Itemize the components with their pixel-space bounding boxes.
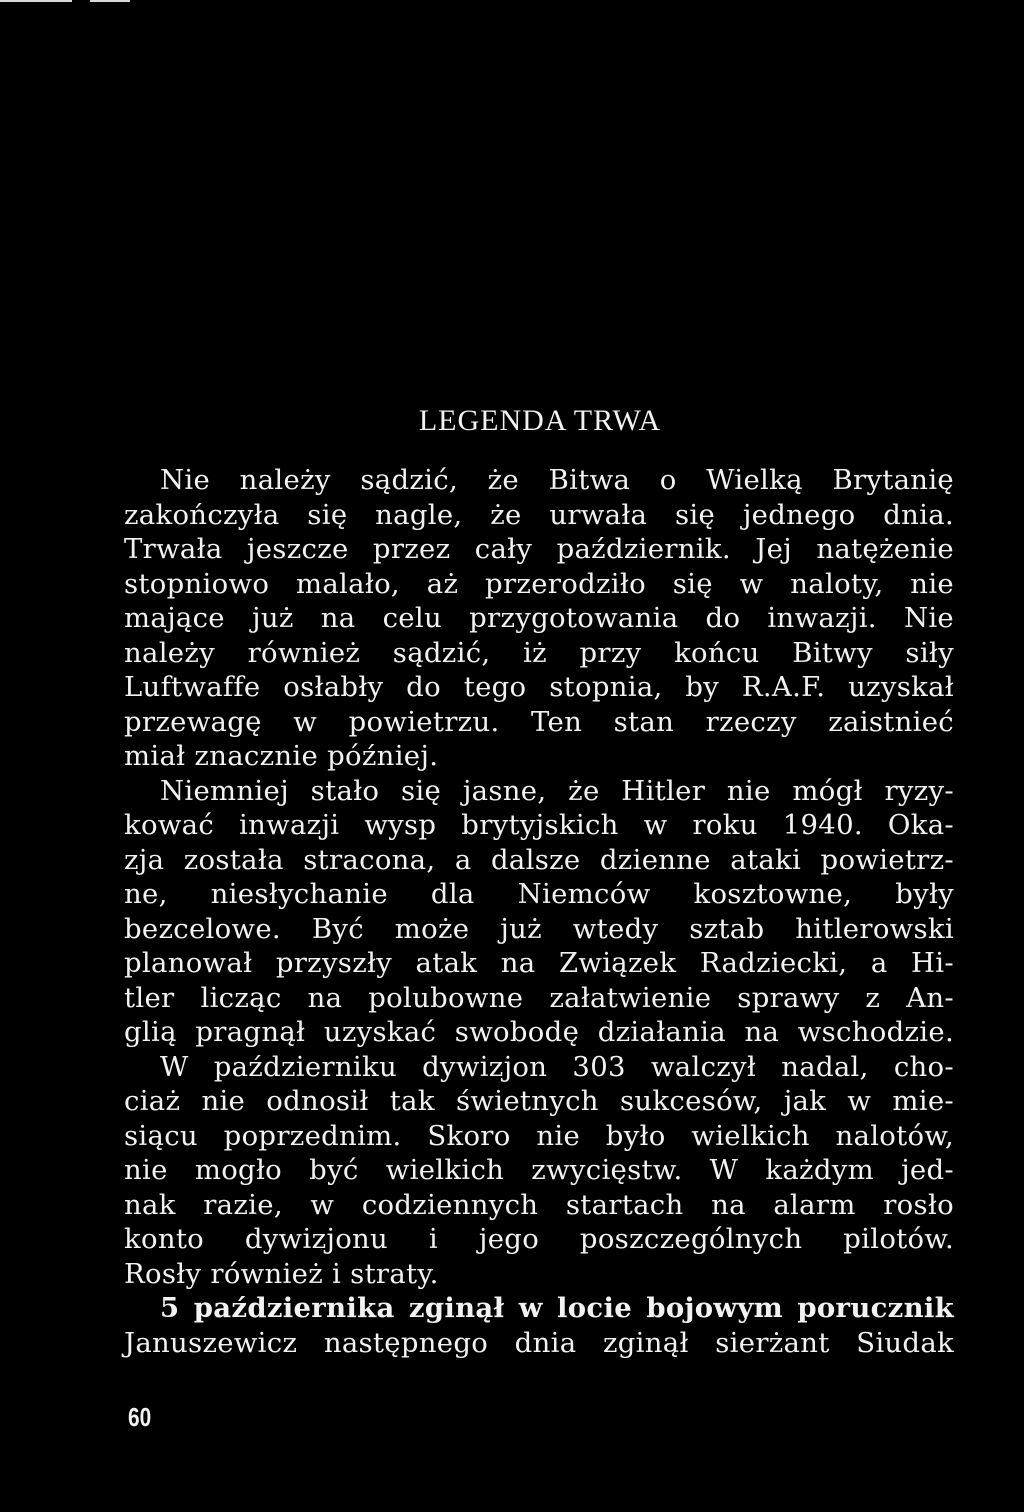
text-line: Januszewicz następnego dnia zginął sierżant Siudak [124, 1326, 954, 1359]
text-line: przewagę w powietrzu. Ten stan rzeczy zaistnieć [124, 705, 954, 738]
text-line: ciaż nie odnosił tak świetnych sukcesów, jak w mie- [124, 1085, 954, 1117]
top-rule-left [0, 0, 72, 2]
text-line: stopniowo malało, aż przerodziło się w naloty, nie [124, 567, 954, 600]
text-line: W październiku dywizjon 303 walczył nadal, cho- [160, 1050, 954, 1083]
text-line: nie mogło być wielkich zwycięstw. W każdym jed- [124, 1154, 954, 1186]
top-rule-right [90, 0, 130, 2]
text-line: zja została stracona, a dalsze dzienne ataki powietrz- [124, 843, 954, 876]
text-line: konto dywizjonu i jego poszczególnych pilotów. [124, 1223, 954, 1255]
text-line: Trwała jeszcze przez cały październik. Jej natężenie [124, 533, 954, 565]
text-line: Rosły również i straty. [124, 1257, 439, 1290]
text-line: Nie należy sądzić, że Bitwa o Wielką Brytanię [160, 464, 954, 496]
text-line: miał znacznie później. [124, 740, 439, 772]
text-line: Luftwaffe osłabły do tego stopnia, by R.A.F. uzyskał [124, 671, 954, 703]
text-line: planował przyszły atak na Związek Radziecki, a Hi- [124, 947, 954, 979]
text-line: ne, niesłychanie dla Niemców kosztowne, były [124, 878, 954, 910]
body-text [124, 463, 954, 1360]
text-line: siącu poprzednim. Skoro nie było wielkich nalotów, [124, 1119, 954, 1152]
page-number: 60 [128, 1402, 152, 1432]
text-line: nak razie, w codziennych startach na alarm rosło [124, 1188, 954, 1221]
text-line: kować inwazji wysp brytyjskich w roku 1940. Oka- [124, 809, 954, 841]
text-line: zakończyła się nagle, że urwała się jednego dnia. [124, 498, 954, 531]
text-line: mające już na celu przygotowania do inwazji. Nie [124, 602, 954, 634]
page-title: LEGENDA TRWA [418, 404, 662, 437]
text-line: 5 października zginął w locie bojowym porucznik [160, 1292, 954, 1324]
text-line: Niemniej stało się jasne, że Hitler nie mógł ryzy- [160, 774, 954, 807]
text-line: bezcelowe. Być może już wtedy sztab hitlerowski [124, 912, 954, 945]
text-line: glią pragnął uzyskać swobodę działania na wschodzie. [124, 1016, 954, 1048]
text-line: należy również sądzić, iż przy końcu Bitwy siły [124, 636, 954, 669]
text-line: tler licząc na polubowne załatwienie sprawy z An- [124, 981, 954, 1014]
